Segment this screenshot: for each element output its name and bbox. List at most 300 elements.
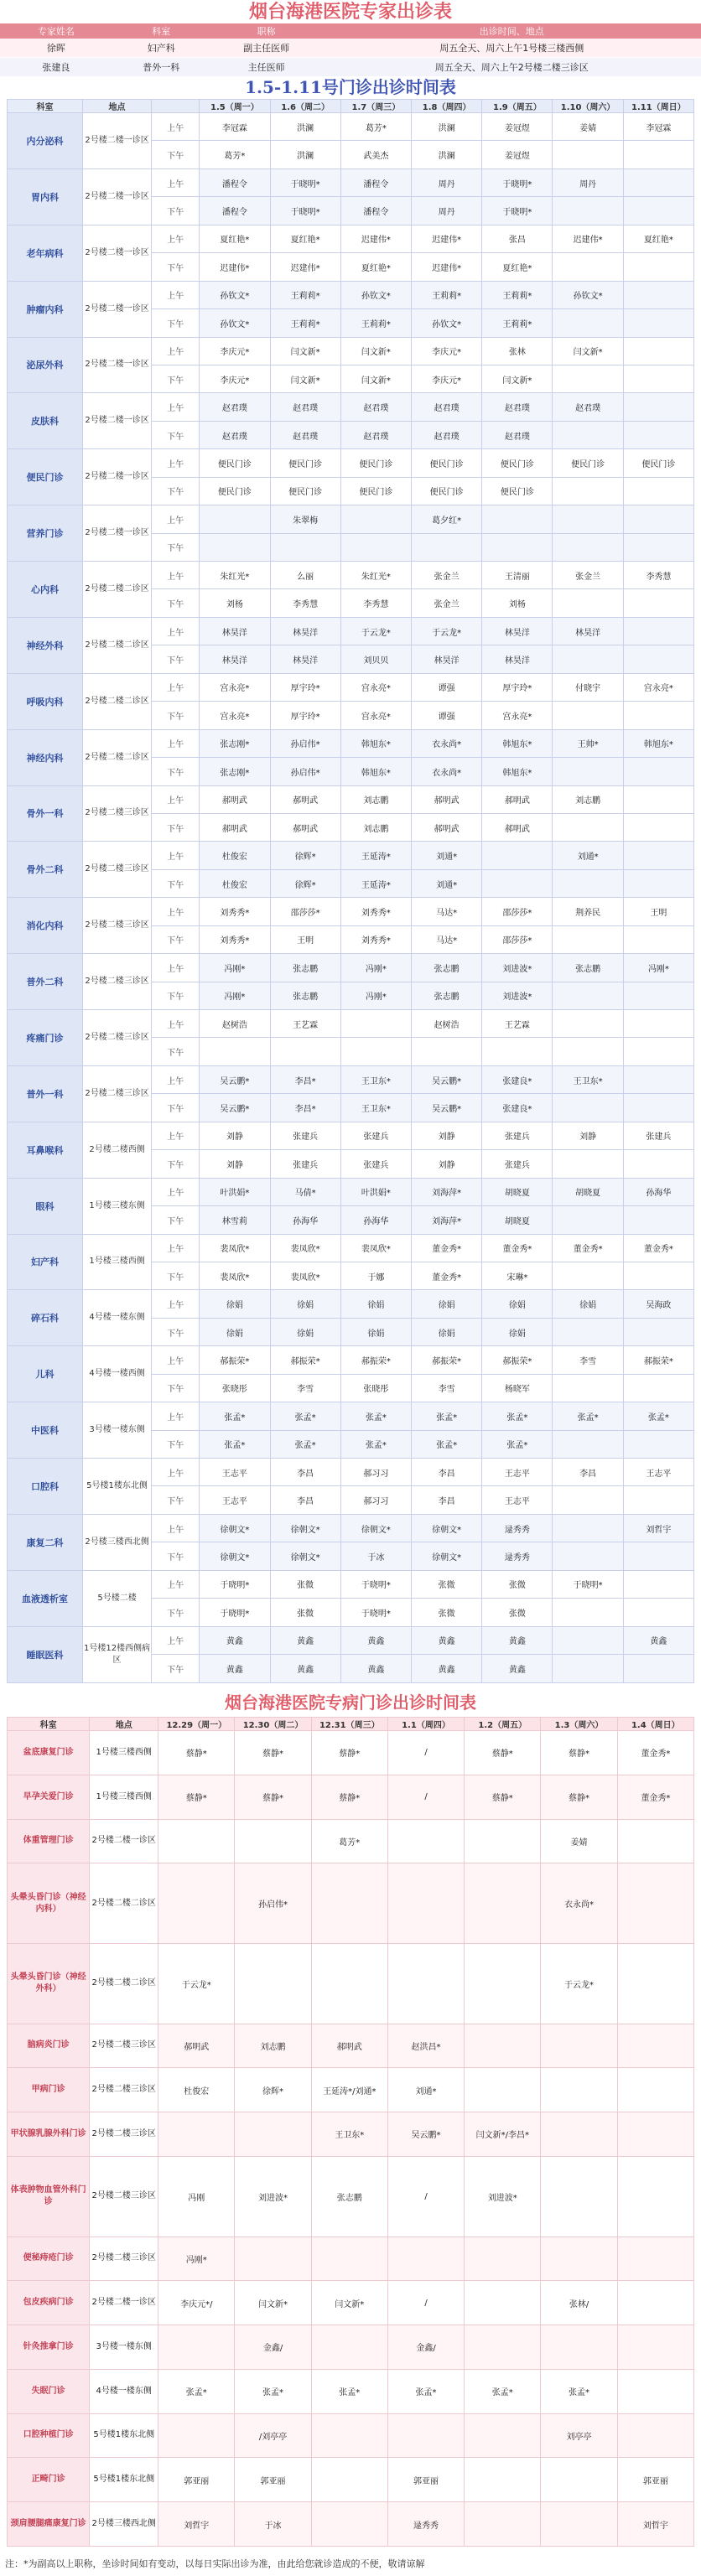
doctor-cell [553,1374,623,1402]
location-cell: 2号楼二楼三诊区 [90,2068,158,2112]
doctor-cell [311,2413,387,2458]
doctor-cell: 厚宇玲* [270,702,340,729]
doctor-cell [617,2413,693,2458]
doctor-cell [623,869,693,897]
doctor-cell: 李秀慧 [623,562,693,589]
doctor-cell: 金鑫/ [387,2325,464,2370]
dept-cell: 心内科 [8,562,83,618]
doctor-cell: 蔡静* [235,1731,311,1775]
doctor-cell [623,337,693,365]
period-cell: 下午 [151,477,199,505]
doctor-cell: 周丹 [412,197,482,225]
experts-cell: 张建良 [0,58,112,77]
doctor-cell [553,365,623,392]
doctor-cell: 葛芳* [200,141,270,168]
doctor-cell [623,533,693,561]
period-cell: 下午 [151,1318,199,1345]
doctor-cell: 张建兵 [270,1150,340,1178]
doctor-cell [235,2112,311,2157]
period-cell: 下午 [151,1094,199,1122]
doctor-cell: 于晓明* [270,168,340,196]
doctor-cell: 马倩* [270,1178,340,1205]
doctor-cell [553,533,623,561]
doctor-cell [623,1262,693,1289]
doctor-cell: 孙海华 [340,1206,411,1234]
doctor-cell [553,1655,623,1683]
doctor-cell: 张林/ [541,2281,617,2325]
doctor-cell: 王延涛*/刘通* [311,2068,387,2112]
doctor-cell: 徐朝文* [270,1542,340,1570]
doctor-cell: 便民门诊 [270,449,340,477]
doctor-cell: 王志平 [482,1486,553,1514]
period-cell: 上午 [151,1346,199,1374]
doctor-cell: 冯刚* [340,954,411,982]
doctor-cell: 裴凤欣* [270,1234,340,1262]
doctor-cell: 韩旭东* [340,758,411,785]
doctor-cell: 李昌 [412,1459,482,1486]
doctor-cell: 于云龙* [340,617,411,645]
date-header: 1.7（周三） [340,100,411,113]
doctor-cell: 董金秀* [623,1234,693,1262]
doctor-cell: 蔡静* [158,1775,235,1819]
location-cell: 2号楼二楼三诊区 [83,898,152,954]
doctor-cell: 徐辉* [235,2068,311,2112]
table-row [8,954,694,982]
doctor-cell [623,1318,693,1345]
doctor-cell: 孙钦文* [200,309,270,337]
period-cell: 下午 [151,1486,199,1514]
doctor-cell: 郝振荣* [412,1346,482,1374]
doctor-cell [158,1863,235,1944]
doctor-cell: 蔡静* [465,1775,541,1819]
doctor-cell: 张志鹏 [412,982,482,1009]
doctor-cell: 宫永亮* [200,673,270,701]
doctor-cell: 于娜 [340,1262,411,1289]
experts-table [0,23,701,77]
dept-cell: 骨外一科 [8,785,83,842]
date-header: 1.1（周四） [387,1718,464,1731]
table-row [8,898,694,925]
doctor-cell: 迟建伟* [412,225,482,252]
table-row [8,225,694,252]
table-row [8,729,694,757]
period-cell: 上午 [151,1122,199,1149]
doctor-cell [387,1819,464,1863]
doctor-cell [623,253,693,281]
doctor-cell: 孙海华 [270,1206,340,1234]
doctor-cell: 王莉莉* [270,309,340,337]
location-cell: 2号楼二楼三诊区 [83,1065,152,1122]
doctor-cell: 张志刚* [200,758,270,785]
dept-cell: 疼痛门诊 [8,1010,83,1066]
location-cell: 2号楼二楼二诊区 [90,1943,158,2024]
doctor-cell [617,1819,693,1863]
table-row [8,1234,694,1262]
doctor-cell [553,1262,623,1289]
table-row [8,1570,694,1598]
doctor-cell: 宫永亮* [340,673,411,701]
location-cell: 2号楼三楼西北侧 [90,2502,158,2547]
doctor-cell: 邵莎莎* [270,898,340,925]
doctor-cell [311,1943,387,2024]
experts-header-cell: 科室 [112,23,210,39]
location-cell: 2号楼二楼二诊区 [83,729,152,785]
doctor-cell: 王志平 [482,1459,553,1486]
doctor-cell: 杜俊宏 [200,842,270,869]
doctor-cell: /刘亭亭 [235,2413,311,2458]
doctor-cell: 吴云鹏* [200,1065,270,1093]
doctor-cell: 王莉莉* [270,281,340,308]
doctor-cell [553,141,623,168]
experts-cell: 副主任医师 [210,39,323,58]
doctor-cell: 王帅* [553,729,623,757]
doctor-cell: 林昊洋 [482,617,553,645]
doctor-cell: 邵莎莎* [482,925,553,953]
doctor-cell: 张微 [412,1599,482,1626]
table-row [8,1819,694,1863]
table-row [8,617,694,645]
doctor-cell [553,505,623,533]
doctor-cell [235,1819,311,1863]
doctor-cell [623,785,693,813]
doctor-cell: 刘进波* [235,2156,311,2237]
doctor-cell [412,1038,482,1065]
period-cell: 上午 [151,954,199,982]
period-cell: 下午 [151,1038,199,1065]
date-header: 1.9（周五） [482,100,553,113]
period-cell: 下午 [151,421,199,448]
doctor-cell: 李冠霖 [200,113,270,141]
doctor-cell: 于冰 [340,1542,411,1570]
doctor-cell: 于云龙* [541,1943,617,2024]
doctor-cell: 孙启伟* [270,729,340,757]
doctor-cell [482,1038,553,1065]
location-cell: 4号楼一楼东侧 [90,2369,158,2413]
doctor-cell: 郭亚丽 [617,2458,693,2502]
doctor-cell: 董金秀* [412,1262,482,1289]
doctor-cell: 裴凤欣* [340,1234,411,1262]
doctor-cell [617,1863,693,1944]
dept-cell: 碎石科 [8,1290,83,1346]
doctor-cell: 赵树浩 [200,1010,270,1038]
doctor-cell: 郭亚丽 [158,2458,235,2502]
doctor-cell: 周丹 [412,168,482,196]
doctor-cell: 便民门诊 [200,477,270,505]
doctor-cell [623,1374,693,1402]
doctor-cell: 闫文新* [340,337,411,365]
col-dept-header: 科室 [8,1718,90,1731]
doctor-cell: 王艺霖 [270,1010,340,1038]
doctor-cell [465,2068,541,2112]
doctor-cell: 郝明武 [200,813,270,841]
doctor-cell: 蔡静* [541,1731,617,1775]
doctor-cell: 闫文新* [311,2281,387,2325]
date-header: 1.3（周六） [541,1718,617,1731]
doctor-cell [465,2024,541,2068]
date-header: 1.8（周四） [412,100,482,113]
date-header: 1.5（周一） [200,100,270,113]
doctor-cell: 迟建伟* [412,253,482,281]
doctor-cell: 葛芳* [311,1819,387,1863]
period-cell: 上午 [151,562,199,589]
doctor-cell [465,1819,541,1863]
doctor-cell [340,533,411,561]
table-row [8,2068,694,2112]
table-row [8,2024,694,2068]
table-row [8,1346,694,1374]
doctor-cell: 张建兵 [623,1122,693,1149]
doctor-cell: 徐朝文* [412,1514,482,1542]
doctor-cell [465,2325,541,2370]
table-row [8,1065,694,1093]
doctor-cell: 闫文新* [270,365,340,392]
location-cell: 1号楼三楼东侧 [83,1178,152,1234]
doctor-cell: 便民门诊 [340,477,411,505]
doctor-cell [465,2281,541,2325]
doctor-cell [623,197,693,225]
doctor-cell [553,1626,623,1654]
location-cell: 5号楼二楼 [83,1570,152,1626]
doctor-cell: 刘通* [412,869,482,897]
location-cell: 2号楼二楼一诊区 [83,225,152,281]
doctor-cell [623,1542,693,1570]
doctor-cell: 张微 [270,1570,340,1598]
date-header: 1.6（周二） [270,100,340,113]
doctor-cell [623,1206,693,1234]
date-header: 1.11（周日） [623,100,693,113]
doctor-cell: 迟建伟* [340,225,411,252]
dept-cell: 早孕关爱门诊 [8,1775,90,1819]
doctor-cell: 郝明武 [412,813,482,841]
location-cell: 2号楼二楼一诊区 [83,505,152,562]
doctor-cell [340,1010,411,1038]
period-cell: 下午 [151,1150,199,1178]
doctor-cell: 闫文新* [235,2281,311,2325]
location-cell: 2号楼二楼三诊区 [90,2237,158,2281]
doctor-cell: 宫永亮* [200,702,270,729]
doctor-cell: 张昌 [482,225,553,252]
doctor-cell: 吴云鹏* [200,1094,270,1122]
doctor-cell: 张孟* [311,2369,387,2413]
doctor-cell: 林昊洋 [200,617,270,645]
doctor-cell: 王莉莉* [340,309,411,337]
doctor-cell [623,1599,693,1626]
table-row [8,2112,694,2157]
doctor-cell: 徐朝文* [200,1514,270,1542]
clinic-title: 1.5-1.11号门诊出诊时间表 [245,77,456,97]
period-cell: 上午 [151,1626,199,1654]
period-cell: 上午 [151,1402,199,1430]
doctor-cell: 金鑫/ [235,2325,311,2370]
doctor-cell: 李庆元* [200,337,270,365]
doctor-cell: 孙钦文* [553,281,623,308]
location-cell: 2号楼二楼一诊区 [83,449,152,505]
doctor-cell: / [387,1775,464,1819]
experts-row [0,58,701,77]
doctor-cell: / [387,2156,464,2237]
doctor-cell: 郝振荣* [623,1346,693,1374]
doctor-cell [158,2325,235,2370]
doctor-cell [200,1038,270,1065]
dept-cell: 体表肿物血管外科门诊 [8,2156,90,2237]
doctor-cell: 徐娟 [340,1318,411,1345]
period-cell: 上午 [151,1514,199,1542]
doctor-cell [623,1430,693,1458]
doctor-cell: 姜婧 [541,1819,617,1863]
period-cell: 上午 [151,449,199,477]
doctor-cell [311,2458,387,2502]
dept-cell: 睡眠医科 [8,1626,83,1682]
dept-cell: 甲病门诊 [8,2068,90,2112]
doctor-cell [158,2413,235,2458]
doctor-cell: 张志鹏 [553,954,623,982]
table-row [8,1122,694,1149]
doctor-cell: 夏红艳* [200,225,270,252]
doctor-cell: 付晓宇 [553,673,623,701]
doctor-cell: 郝振荣* [270,1346,340,1374]
doctor-cell: 黄鑫 [270,1655,340,1683]
doctor-cell: 徐娟 [412,1318,482,1345]
table-row [8,449,694,477]
doctor-cell: 赵洪昌* [387,2024,464,2068]
doctor-cell: 王明 [270,925,340,953]
dept-cell: 普外一科 [8,1065,83,1122]
doctor-cell [617,1943,693,2024]
footer-note: 注：*为副高以上职称，坐诊时间如有变动，以每日实际出诊为准，由此给您就诊造成的不便，敬请谅解 [5,2558,425,2569]
doctor-cell [553,758,623,785]
doctor-cell: 张孟* [541,2369,617,2413]
doctor-cell: 黄鑫 [200,1655,270,1683]
doctor-cell: 武美杰 [340,141,411,168]
doctor-cell: 刘亭亭 [541,2413,617,2458]
doctor-cell: 徐娟 [340,1290,411,1318]
clinic-schedule-table [7,99,694,1683]
doctor-cell [465,2502,541,2547]
doctor-cell: 林昊洋 [200,645,270,673]
dept-cell: 头晕头昏门诊（神经内科） [8,1863,90,1944]
doctor-cell: 冯刚* [340,982,411,1009]
doctor-cell: 姜冠煜 [482,141,553,168]
doctor-cell: 张金兰 [553,562,623,589]
doctor-cell: 周丹 [553,168,623,196]
doctor-cell [553,1038,623,1065]
doctor-cell: 黄鑫 [412,1626,482,1654]
doctor-cell: 黄鑫 [482,1655,553,1683]
doctor-cell: 李昌* [270,1065,340,1093]
table-row [8,2281,694,2325]
doctor-cell: 冯刚* [200,982,270,1009]
table-row [8,1731,694,1775]
doctor-cell: 便民门诊 [340,449,411,477]
table-row [8,2156,694,2237]
doctor-cell: 闫文新*/李昌* [465,2112,541,2157]
doctor-cell: 孙启伟* [235,1863,311,1944]
doctor-cell: / [387,1731,464,1775]
doctor-cell: 张孟* [482,1430,553,1458]
period-cell: 下午 [151,141,199,168]
doctor-cell [340,1038,411,1065]
doctor-cell [553,1514,623,1542]
doctor-cell [553,1206,623,1234]
dept-cell: 眼科 [8,1178,83,1234]
doctor-cell: 王延涛* [340,842,411,869]
doctor-cell [387,1863,464,1944]
doctor-cell: 李昌 [412,1486,482,1514]
doctor-cell: 迟建伟* [270,253,340,281]
doctor-cell [623,617,693,645]
doctor-cell: 王延涛* [340,869,411,897]
doctor-cell: 李庆元*/ [158,2281,235,2325]
doctor-cell: 潘程令 [340,168,411,196]
doctor-cell [623,758,693,785]
doctor-cell: 董金秀* [412,1234,482,1262]
doctor-cell: 赵君璞 [482,421,553,448]
doctor-cell [553,1486,623,1514]
period-cell: 上午 [151,168,199,196]
table-row [8,1178,694,1205]
doctor-cell [617,2325,693,2370]
doctor-cell: 便民门诊 [412,449,482,477]
doctor-cell: 夏红艳* [340,253,411,281]
doctor-cell [617,2112,693,2157]
doctor-cell: 王卫东* [340,1094,411,1122]
experts-cell: 周五全天、周六上午1号楼三楼西侧 [323,39,701,58]
doctor-cell: 董金秀* [617,1775,693,1819]
dept-cell: 内分泌科 [8,113,83,169]
doctor-cell: 便民门诊 [553,449,623,477]
doctor-cell: 赵君璞 [482,393,553,421]
period-cell: 上午 [151,1570,199,1598]
doctor-cell: 王莉莉* [482,309,553,337]
doctor-cell: 洪澜 [270,141,340,168]
doctor-cell: 刘静 [200,1122,270,1149]
doctor-cell: 便民门诊 [270,477,340,505]
doctor-cell: 刘秀秀* [200,925,270,953]
doctor-cell [623,1094,693,1122]
dept-cell: 皮肤科 [8,393,83,449]
location-cell: 2号楼二楼西侧 [83,1122,152,1178]
doctor-cell: 徐娟 [553,1290,623,1318]
doctor-cell: 黄鑫 [623,1626,693,1654]
dept-cell: 口腔种植门诊 [8,2413,90,2458]
location-cell: 2号楼二楼三诊区 [90,2024,158,2068]
doctor-cell: 吴云鹏* [412,1094,482,1122]
doctor-cell: 刘进波* [482,954,553,982]
doctor-cell: 徐娟 [270,1318,340,1345]
dept-cell: 口腔科 [8,1459,83,1515]
table-row [8,2237,694,2281]
location-cell: 1号楼三楼西侧 [90,1731,158,1775]
date-header: 12.31（周三） [311,1718,387,1731]
doctor-cell [623,309,693,337]
doctor-cell: 便民门诊 [412,477,482,505]
location-cell: 2号楼二楼三诊区 [90,2156,158,2237]
doctor-cell: 宋琳* [482,1262,553,1289]
date-header: 12.29（周一） [158,1718,235,1731]
location-cell: 4号楼一楼东侧 [83,1290,152,1346]
doctor-cell [617,2024,693,2068]
doctor-cell: 裴凤欣* [200,1262,270,1289]
doctor-cell [482,869,553,897]
doctor-cell: 孙钦文* [340,281,411,308]
dept-cell: 脑病炎门诊 [8,2024,90,2068]
doctor-cell: 刘静 [412,1122,482,1149]
location-cell: 2号楼二楼一诊区 [90,1819,158,1863]
doctor-cell: 徐朝文* [270,1514,340,1542]
doctor-cell: / [387,2281,464,2325]
location-cell: 1号楼12楼西侧病区 [83,1626,152,1682]
doctor-cell: 张晓彤 [340,1374,411,1402]
